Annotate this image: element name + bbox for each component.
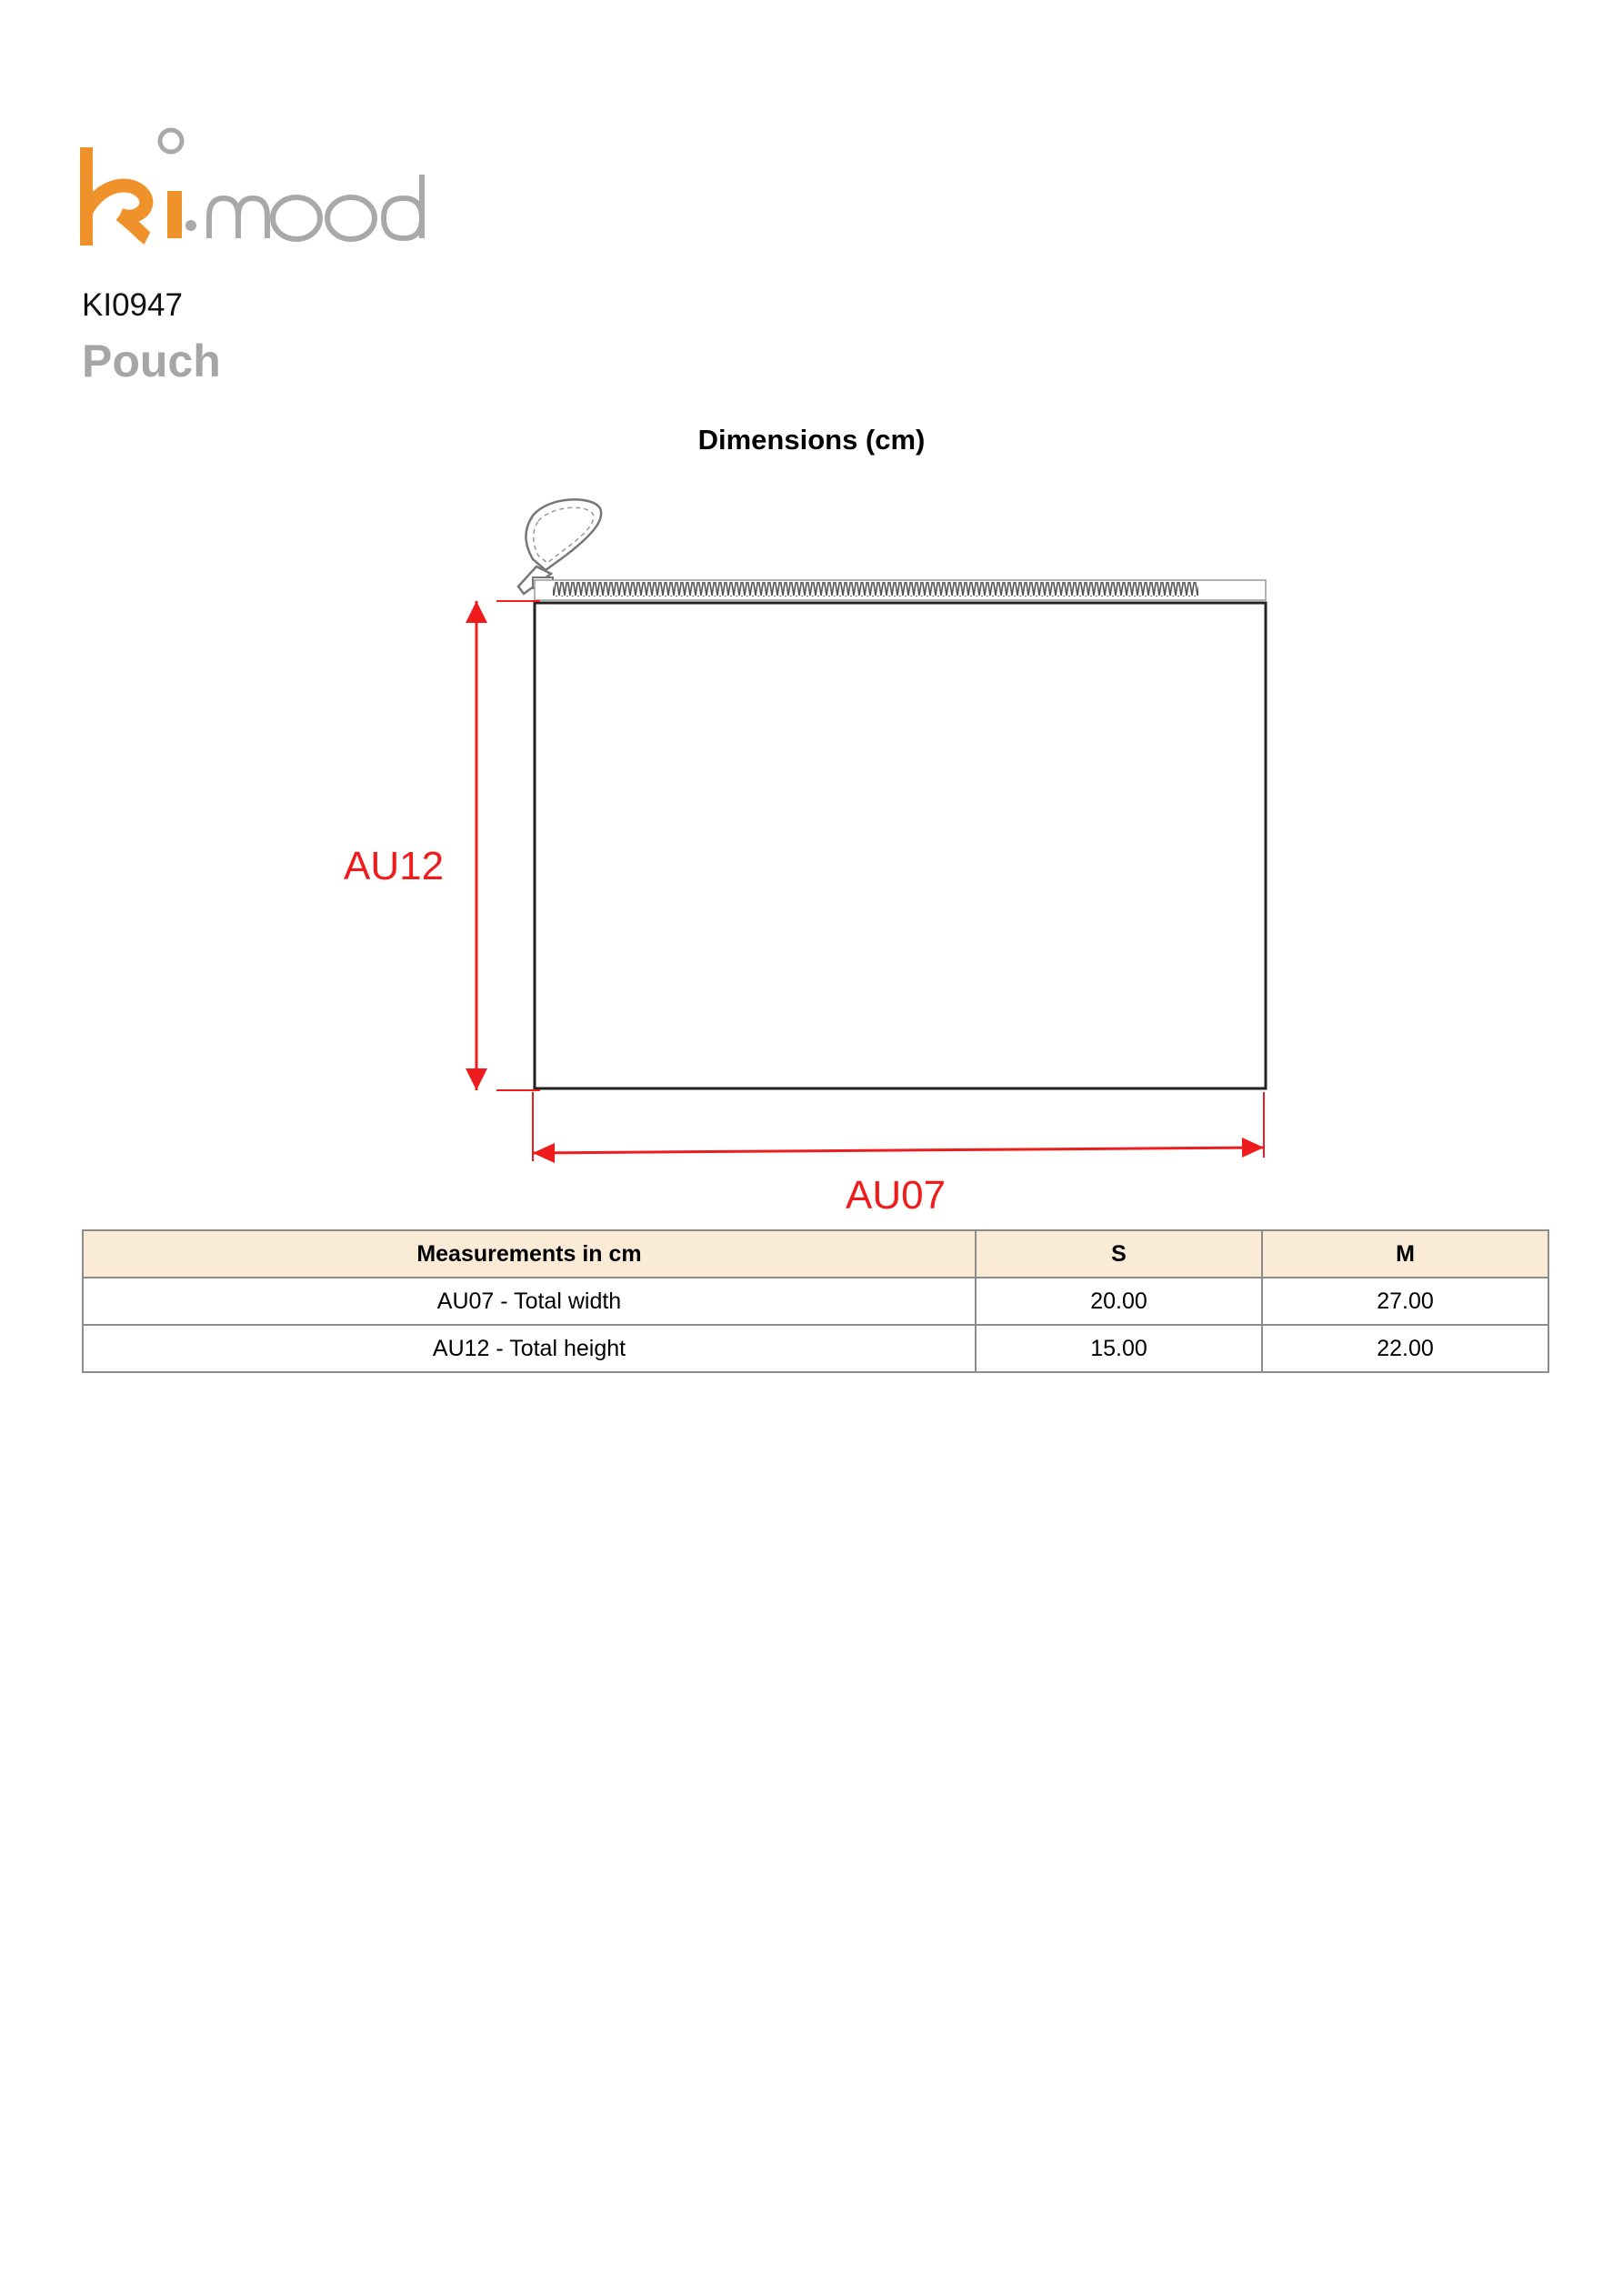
column-header-size-s: S (976, 1230, 1262, 1278)
table-row (83, 1325, 1548, 1372)
table-row (83, 1278, 1548, 1325)
measurements-table (82, 1229, 1549, 1373)
size-m-value: 27.00 (1262, 1278, 1548, 1325)
product-name: Pouch (82, 336, 221, 386)
measurement-label: AU12 - Total height (83, 1325, 976, 1372)
pouch-icon (327, 486, 1291, 1223)
size-s-value: 15.00 (976, 1325, 1262, 1372)
width-dimension-label: AU07 (846, 1173, 947, 1218)
product-code: KI0947 (82, 287, 183, 323)
measurement-label: AU07 - Total width (83, 1278, 976, 1325)
dimensions-title: Dimensions (cm) (697, 424, 926, 456)
column-header-size-m: M (1262, 1230, 1548, 1278)
size-s-value: 20.00 (976, 1278, 1262, 1325)
column-header-measurements: Measurements in cm (83, 1230, 976, 1278)
pouch-drawing (327, 486, 1291, 1223)
brand-logo (80, 118, 435, 255)
size-m-value: 22.00 (1262, 1325, 1548, 1372)
table-header-row (83, 1230, 1548, 1278)
height-dimension-label: AU12 (344, 844, 445, 888)
